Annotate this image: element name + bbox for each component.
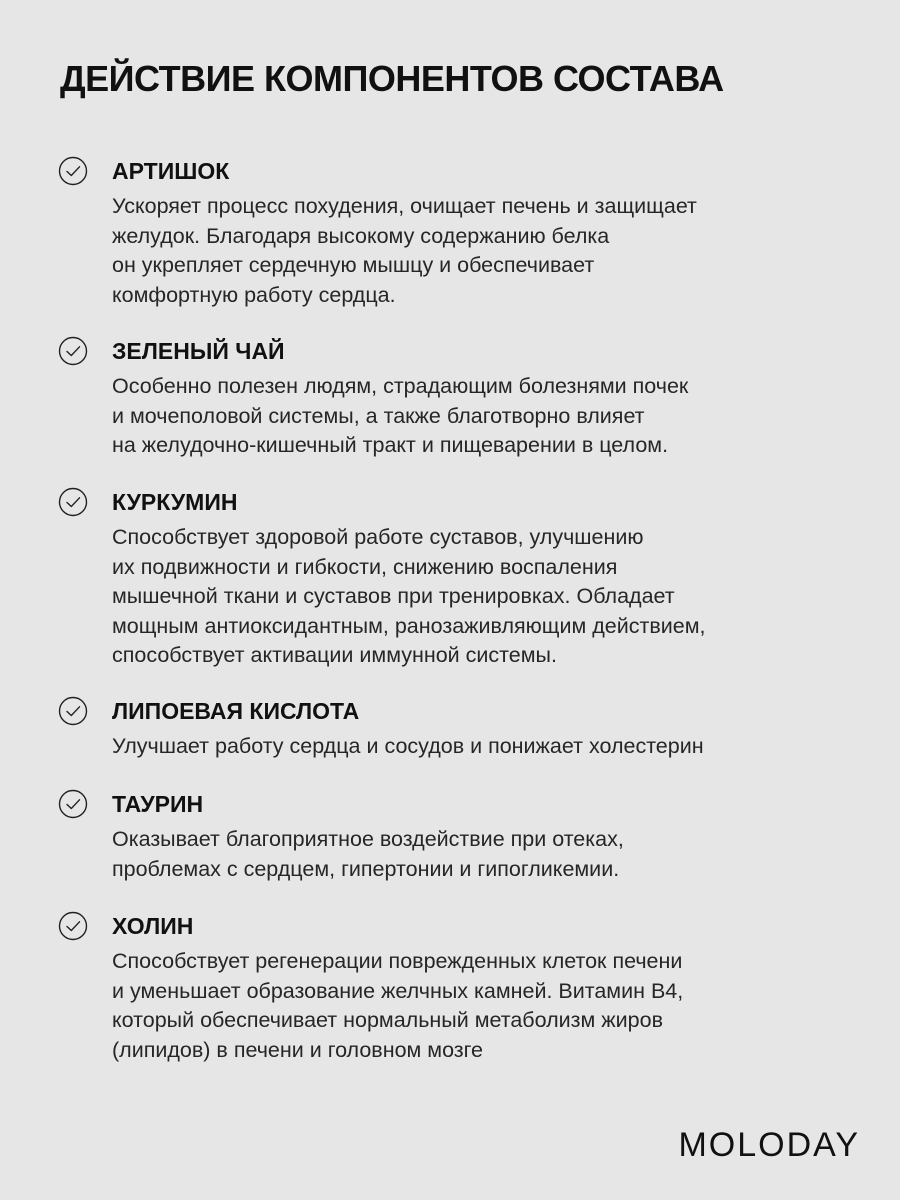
description-line: он укрепляет сердечную мышцу и обеспечивает	[112, 253, 595, 277]
ingredient-title: КУРКУМИН	[112, 489, 238, 515]
check-circle-icon	[58, 911, 88, 941]
check-circle-icon	[58, 156, 88, 186]
page-title: ДЕЙСТВИЕ КОМПОНЕНТОВ СОСТАВА	[60, 58, 724, 99]
description-line: (липидов) в печени и головном мозге	[112, 1037, 483, 1062]
description-line: мышечной ткани и суставов при тренировках. Обладает	[112, 584, 675, 608]
description-line: способствует активации иммунной системы.	[112, 643, 557, 667]
description-line: Ускоряет процесс похудения, очищает печень и защищает	[112, 194, 697, 218]
check-circle-icon	[58, 336, 88, 366]
description-line: их подвижности и гибкости, снижению воспаления	[112, 554, 618, 579]
ingredient-title: ЗЕЛЕНЫЙ ЧАЙ	[112, 338, 285, 364]
ingredient-title: АРТИШОК	[112, 158, 230, 184]
check-circle-icon	[58, 696, 88, 726]
brand-logo: MOLODAY	[678, 1126, 860, 1164]
ingredient-description	[112, 523, 852, 671]
description-line: и мочеполовой системы, а также благотворно влияет	[112, 403, 645, 428]
ingredient-title: ТАУРИН	[112, 791, 204, 817]
description-line: который обеспечивает нормальный метаболизм жиров	[112, 1008, 663, 1032]
ingredient-description	[112, 947, 852, 1065]
ingredient-description	[112, 732, 852, 762]
description-line: Особенно полезен людям, страдающим болезнями почек	[112, 374, 689, 398]
description-line: Способствует регенерации поврежденных клеток печени	[112, 949, 683, 973]
description-line: Оказывает благоприятное воздействие при отеках,	[112, 827, 624, 851]
ingredient-description	[112, 372, 852, 461]
description-line: Способствует здоровой работе суставов, улучшению	[112, 525, 644, 549]
ingredient-title: ХОЛИН	[112, 913, 194, 939]
check-circle-icon	[58, 789, 88, 819]
description-line: Улучшает работу сердца и сосудов и понижает холестерин	[112, 734, 704, 758]
ingredient-title: ЛИПОЕВАЯ КИСЛОТА	[112, 698, 360, 724]
check-circle-icon	[58, 487, 88, 517]
description-line: на желудочно-кишечный тракт и пищеварении в целом.	[112, 433, 669, 457]
description-line: проблемах с сердцем, гипертонии и гипогликемии.	[112, 856, 620, 881]
description-line: желудок. Благодаря высокому содержанию белка	[112, 223, 610, 248]
ingredient-description	[112, 192, 852, 310]
ingredient-description	[112, 825, 852, 884]
description-line: и уменьшает образование желчных камней. Витамин В4,	[112, 978, 684, 1003]
description-line: мощным антиоксидантным, ранозаживляющим действием,	[112, 613, 706, 638]
description-line: комфортную работу сердца.	[112, 282, 396, 307]
